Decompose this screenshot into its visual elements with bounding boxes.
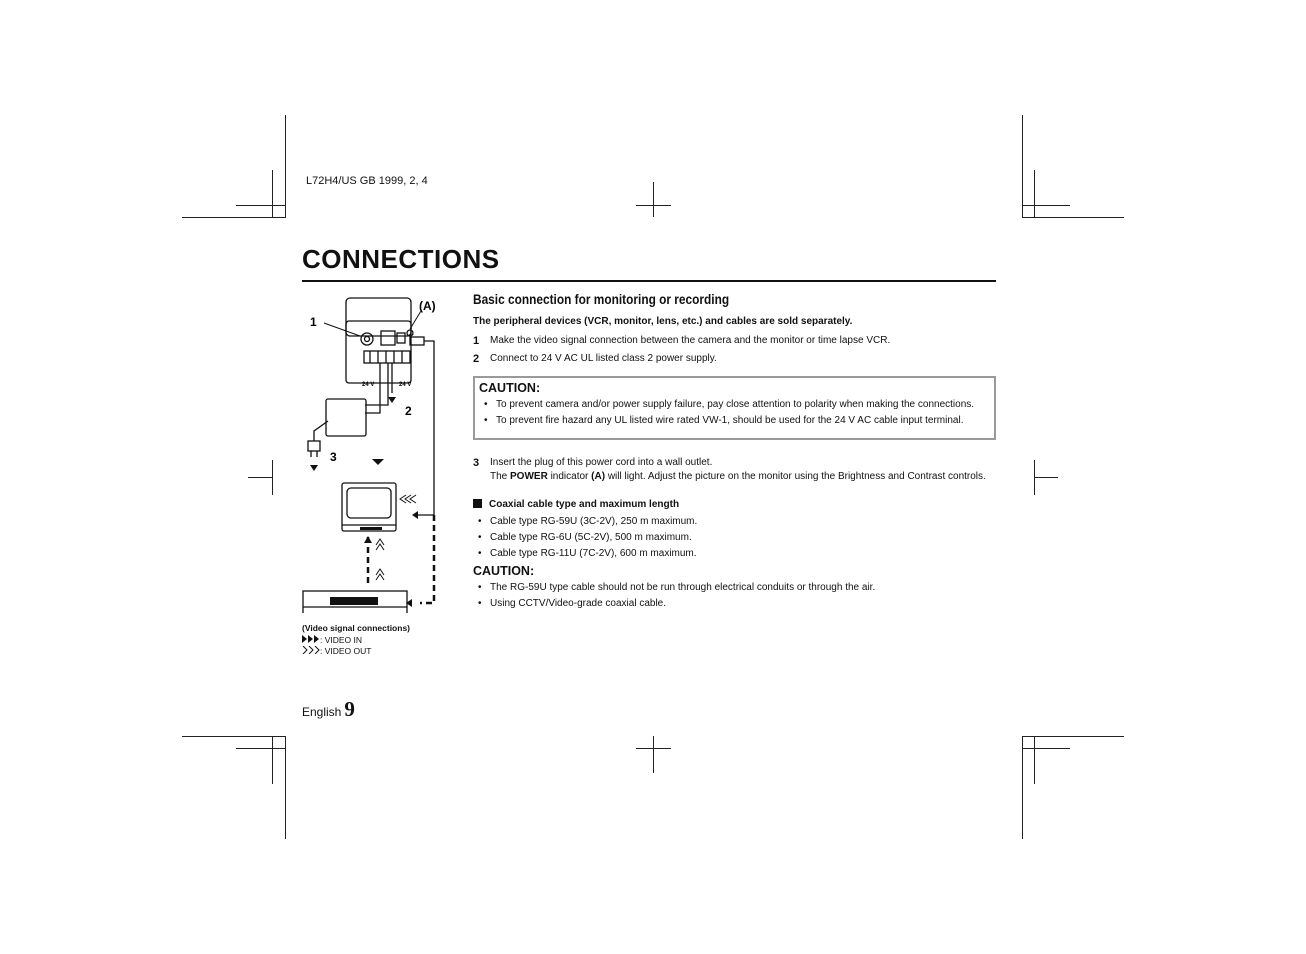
step-2: 2 Connect to 24 V AC UL listed class 2 power supply. (473, 353, 717, 365)
caution-item: • To prevent camera and/or power supply failure, pay close attention to polarity when making the connections. (479, 398, 989, 412)
crop-mark (653, 736, 654, 773)
crop-mark (636, 748, 671, 749)
crop-mark (182, 736, 285, 737)
caution2-item: • Using CCTV/Video-grade coaxial cable. (473, 597, 996, 611)
header-code: L72H4/US GB 1999, 2, 4 (306, 175, 428, 187)
crop-mark (1022, 748, 1070, 749)
legend-video-in: : VIDEO IN (302, 635, 410, 647)
caution2-item: • The RG-59U type cable should not be run through electrical conduits or through the air. (473, 581, 996, 595)
step-1: 1 Make the video signal connection between the camera and the monitor or time lapse VCR. (473, 335, 891, 347)
crop-mark (1034, 170, 1035, 218)
crop-mark (636, 205, 671, 206)
crop-mark (1034, 477, 1058, 478)
page-title: CONNECTIONS (302, 244, 500, 274)
caution-heading: CAUTION: (479, 381, 541, 395)
label-24v-left: 24 V (362, 382, 375, 388)
crop-mark (1022, 205, 1070, 206)
main-content (473, 293, 996, 613)
note: The peripheral devices (VCR, monitor, lens, etc.) and cables are sold separately. (473, 316, 853, 327)
crop-mark (182, 217, 285, 218)
caution-box (473, 376, 996, 440)
camera-body (346, 298, 411, 336)
crop-mark (236, 748, 285, 749)
crop-mark (272, 170, 273, 218)
legend-video-out: : VIDEO OUT (302, 646, 410, 658)
diagram-legend (302, 623, 410, 658)
label-24v-right: 24 V (399, 382, 412, 388)
footer-language: English (302, 705, 342, 719)
coax-item: • Cable type RG-6U (5C-2V), 500 m maximum. (473, 531, 996, 545)
video-in-arrow-icon (302, 635, 320, 643)
crop-mark (1022, 736, 1124, 737)
square-bullet-icon (473, 499, 482, 508)
crop-mark (285, 736, 286, 839)
crop-mark (1022, 115, 1023, 218)
title-rule (302, 280, 996, 282)
caution2-heading: CAUTION: (473, 564, 535, 578)
coax-item: • Cable type RG-11U (7C-2V), 600 m maximum. (473, 547, 996, 561)
caution-item: • To prevent fire hazard any UL listed wire rated VW-1, should be used for the 24 V AC cable input terminal. (479, 414, 989, 428)
video-out-connector (361, 333, 373, 345)
page-footer (302, 697, 355, 722)
crop-mark (236, 205, 285, 206)
page-number: 9 (344, 697, 355, 721)
label-1: 1 (310, 315, 317, 329)
crop-mark (1022, 217, 1124, 218)
monitor (342, 483, 396, 531)
crop-mark (1022, 736, 1023, 839)
legend-title: (Video signal connections) (302, 623, 410, 633)
crop-mark (1034, 736, 1035, 784)
step-3: 3 Insert the plug of this power cord into a wall outlet. The POWER indicator (A) will light. Adjust the picture on the monitor using the Brightness and Contrast controls. (473, 457, 986, 482)
power-supply (326, 399, 366, 436)
connection-diagram (300, 293, 450, 613)
crop-mark (285, 115, 286, 218)
video-out-arrow-icon (302, 646, 320, 654)
crop-mark (272, 736, 273, 784)
section-subtitle: Basic connection for monitoring or recording (473, 292, 730, 307)
crop-mark (248, 477, 273, 478)
power-plug (308, 441, 320, 451)
coax-heading: Coaxial cable type and maximum length (473, 498, 996, 512)
crop-mark (653, 182, 654, 217)
coax-item: • Cable type RG-59U (3C-2V), 250 m maximum. (473, 515, 996, 529)
label-a: (A) (419, 299, 436, 313)
label-2: 2 (405, 404, 412, 418)
terminal-block (364, 351, 410, 363)
label-3: 3 (330, 450, 337, 464)
